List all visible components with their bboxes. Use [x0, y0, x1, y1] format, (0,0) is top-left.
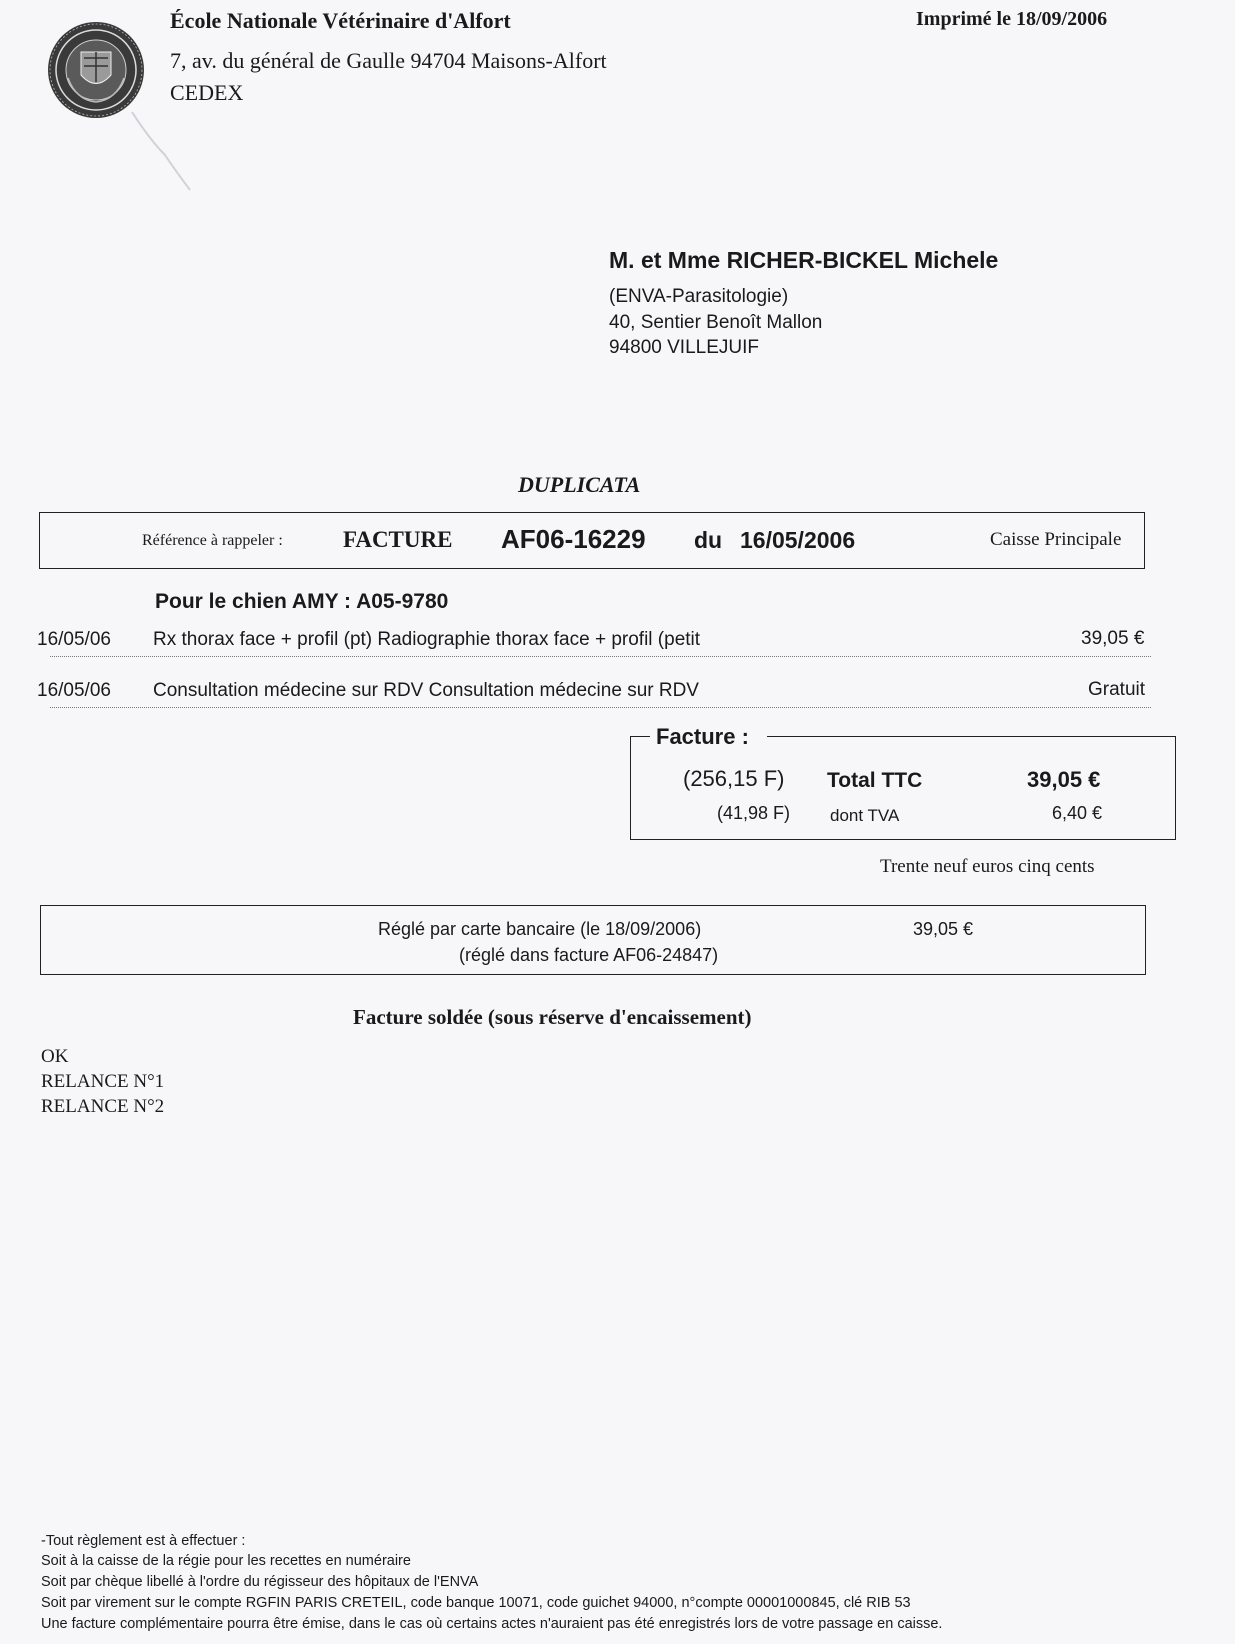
- recipient-name: M. et Mme RICHER-BICKEL Michele: [609, 247, 999, 273]
- cash-desk: Caisse Principale: [990, 529, 1122, 550]
- line-item-rule: [50, 707, 1151, 708]
- recipient-street: 40, Sentier Benoît Mallon: [609, 312, 823, 333]
- payment-amount: 39,05 €: [913, 919, 974, 939]
- line-item-amount: Gratuit: [1088, 679, 1146, 700]
- invoice-status: Facture soldée (sous réserve d'encaissement): [353, 1005, 752, 1029]
- line-item-amount: 39,05 €: [1081, 628, 1145, 649]
- total-ttc-amount: 39,05 €: [1027, 767, 1101, 792]
- line-item-date: 16/05/06: [37, 629, 111, 650]
- school-seal-icon: [46, 20, 146, 120]
- payment-reference: (réglé dans facture AF06-24847): [459, 945, 719, 965]
- recipient-city: 94800 VILLEJUIF: [609, 337, 759, 358]
- footer-line: -Tout règlement est à effectuer :: [41, 1533, 246, 1549]
- invoice-date: 16/05/2006: [740, 527, 856, 553]
- school-name: École Nationale Vétérinaire d'Alfort: [170, 8, 511, 33]
- footer-line: Soit à la caisse de la régie pour les recettes en numéraire: [41, 1553, 411, 1569]
- amount-in-words: Trente neuf euros cinq cents: [880, 856, 1095, 877]
- print-date: Imprimé le 18/09/2006: [916, 8, 1108, 30]
- tva-amount: 6,40 €: [1052, 803, 1103, 823]
- follow-up-item: RELANCE N°1: [41, 1071, 165, 1092]
- recipient-department: (ENVA-Parasitologie): [609, 286, 789, 307]
- totals-heading: Facture :: [650, 724, 767, 750]
- total-ttc-francs: (256,15 F): [683, 766, 785, 791]
- line-item-rule: [50, 656, 1151, 657]
- animal-line: Pour le chien AMY : A05-9780: [155, 590, 449, 613]
- follow-up-item: RELANCE N°2: [41, 1096, 165, 1117]
- paper-crease: [130, 110, 220, 230]
- line-item-description: Consultation médecine sur RDV Consultation médecine sur RDV: [153, 680, 699, 701]
- payment-method: Réglé par carte bancaire (le 18/09/2006): [378, 919, 702, 939]
- tva-label: dont TVA: [830, 806, 900, 825]
- footer-line: Soit par virement sur le compte RGFIN PARIS CRETEIL, code banque 10071, code guichet 94000, n°compte 00001000845, clé RIB 53: [41, 1595, 911, 1611]
- school-address-cedex: CEDEX: [170, 80, 244, 105]
- total-ttc-label: Total TTC: [827, 769, 923, 792]
- line-item-description: Rx thorax face + profil (pt) Radiographie thorax face + profil (petit: [153, 629, 701, 650]
- reference-label: Référence à rappeler :: [142, 532, 283, 549]
- invoice-date-prefix: du: [694, 527, 723, 553]
- invoice-number: AF06-16229: [501, 524, 646, 554]
- footer-line: Une facture complémentaire pourra être émise, dans le cas où certains actes n'auraient pas été enregistrés lors de votre passage en caisse.: [41, 1616, 943, 1632]
- line-item-date: 16/05/06: [37, 680, 111, 701]
- document-type: FACTURE: [343, 527, 453, 552]
- follow-up-item: OK: [41, 1046, 69, 1067]
- footer-line: Soit par chèque libellé à l'ordre du régisseur des hôpitaux de l'ENVA: [41, 1574, 479, 1590]
- document-title: DUPLICATA: [518, 472, 641, 497]
- tva-francs: (41,98 F): [717, 803, 791, 823]
- school-address: 7, av. du général de Gaulle 94704 Maisons-Alfort: [170, 48, 607, 73]
